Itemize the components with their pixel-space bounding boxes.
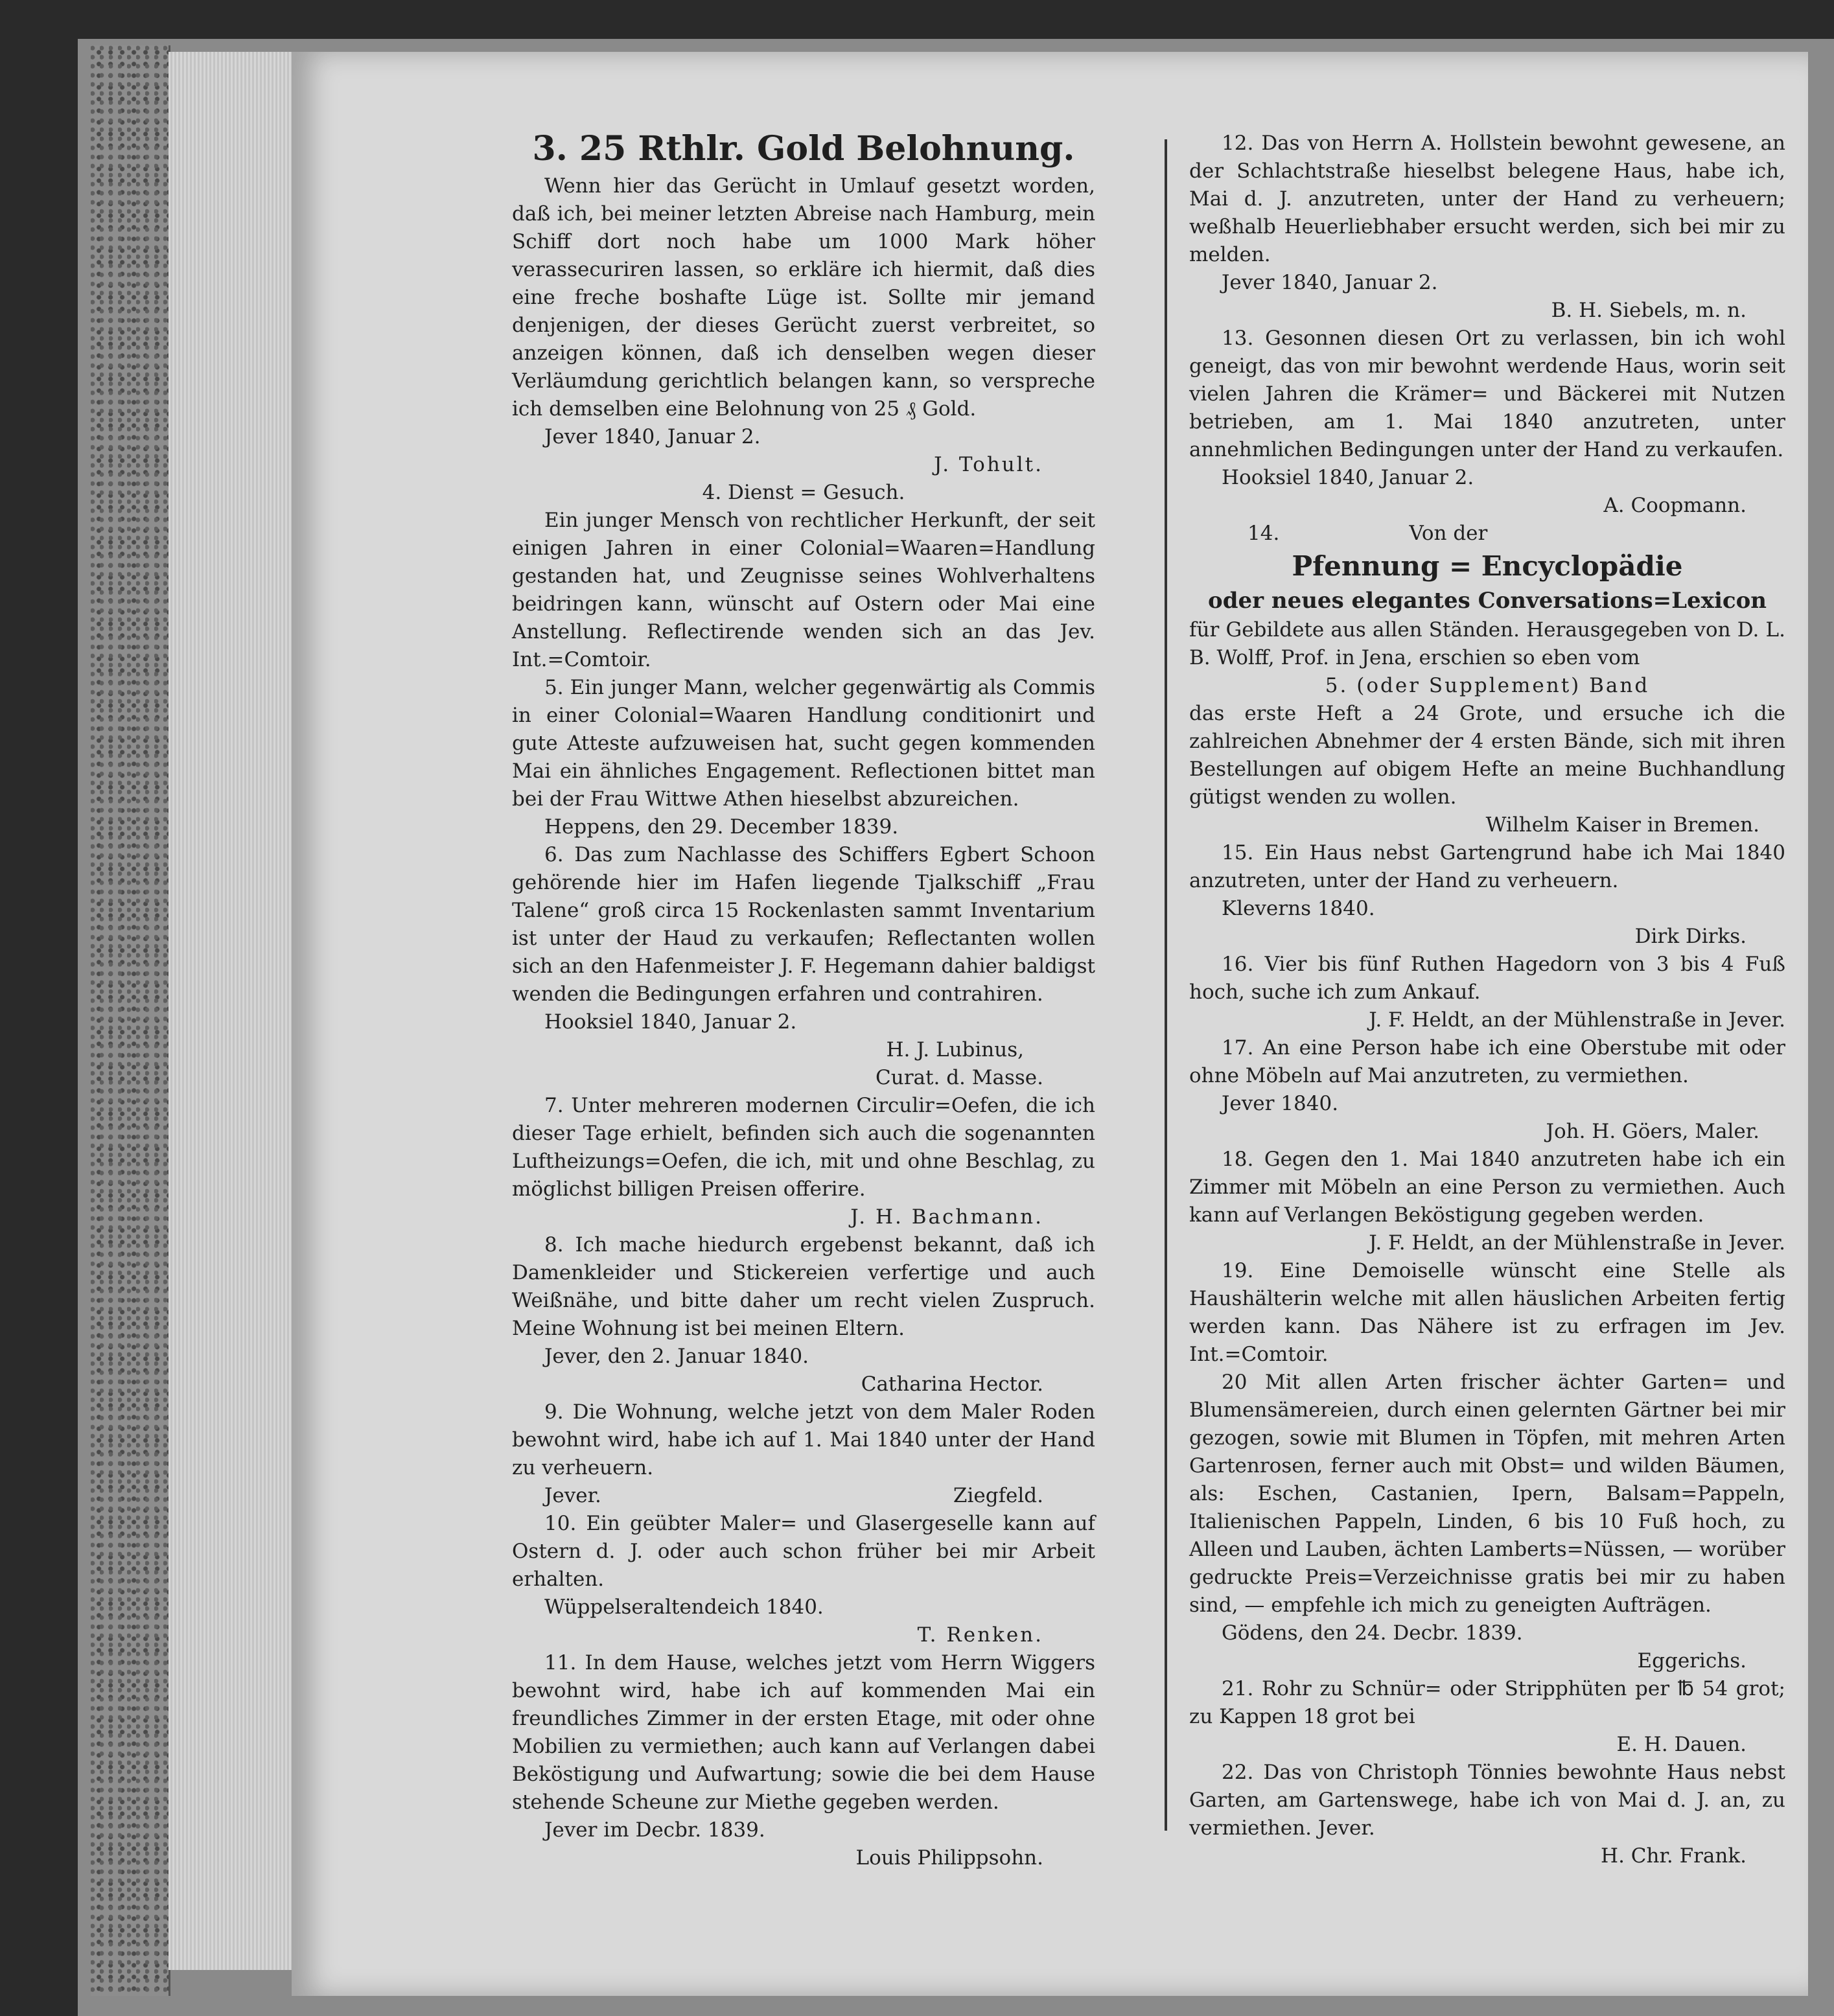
ad-10-signature: T. Renken. <box>917 1623 1043 1647</box>
ad-6-signature: H. J. Lubinus, <box>886 1038 1024 1061</box>
ad-21-signature: E. H. Dauen. <box>1616 1733 1747 1756</box>
ad-19-body: 19. Eine Demoiselle wünscht eine Stelle als Haushälterin welche mit allen häuslichen Arbeiten fertig werden kann. Das Nähere ist zu erfragen im Jev. Int.=Comtoir. <box>1189 1259 1785 1366</box>
ad-7-signature: J. H. Bachmann. <box>850 1205 1043 1229</box>
ad-13-place: Hooksiel 1840, Januar 2. <box>1222 466 1474 489</box>
ad-12-place: Jever 1840, Januar 2. <box>1222 271 1438 294</box>
page-edges <box>168 52 298 1970</box>
ad-3-signature: J. Tohult. <box>934 453 1043 476</box>
ad-9-place: Jever. <box>544 1484 601 1507</box>
ad-3-place: Jever 1840, Januar 2. <box>544 425 761 448</box>
ad-13-body: 13. Gesonnen diesen Ort zu verlassen, bin ich wohl geneigt, das von mir bewohnt werdende Haus, worin seit vielen Jahren die Krämer= und Bäckerei mit Nutzen betrieben, am 1. Mai 1840 anzutreten, unter annehmlichen Bedingungen unter der Hand zu verkaufen. <box>1189 327 1785 461</box>
ad-12-body: 12. Das von Herrn A. Hollstein bewohnt gewesene, an der Schlachtstraße hieselbst belegene Haus, habe ich, Mai d. J. anzutreten, unter der Hand zu verheuern; weßhalb Heuerliebhaber ersucht werden, sich bei mir zu melden. <box>1189 132 1785 266</box>
ad-14-von-der: Von der <box>1409 522 1488 545</box>
ad-22-signature: H. Chr. Frank. <box>1601 1844 1747 1868</box>
ad-18-signature: J. F. Heldt, an der Mühlenstraße in Jever. <box>1369 1231 1785 1255</box>
ad-14-body-1: für Gebildete aus allen Ständen. Herausgegeben von D. L. B. Wolff, Prof. in Jena, erschien so eben vom <box>1189 618 1785 669</box>
ad-15-place: Kleverns 1840. <box>1222 897 1375 920</box>
ad-14-signature: Wilhelm Kaiser in Bremen. <box>1485 813 1759 837</box>
ad-14-body-2: das erste Heft a 24 Grote, und ersuche ich die zahlreichen Abnehmer der 4 ersten Bände, sich mit ihren Bestellungen auf obigem Hefte an meine Buchhandlung gütigst wenden zu wollen. <box>1189 702 1785 809</box>
ad-13-signature: A. Coopmann. <box>1603 494 1747 517</box>
ad-17-body: 17. An eine Person habe ich eine Oberstube mit oder ohne Möbeln auf Mai anzutreten, zu vermiethen. <box>1189 1036 1785 1087</box>
book-cover-board <box>91 45 170 1996</box>
ad-15-signature: Dirk Dirks. <box>1634 925 1747 948</box>
ad-21-body: 21. Rohr zu Schnür= oder Stripphüten per ℔ 54 grot; zu Kappen 18 grot bei <box>1189 1677 1785 1728</box>
ad-17-signature: Joh. H. Göers, Maler. <box>1546 1120 1759 1143</box>
ad-6-body: 6. Das zum Nachlasse des Schiffers Egbert Schoon gehörende hier im Hafen liegende Tjalkschiff „Frau Talene“ groß circa 15 Rockenlasten sammt Inventarium ist unter der Haud zu verkaufen; Reflectanten wollen sich an den Hafenmeister J. F. Hegemann dahier baldigst wenden die Bedingungen erfahren und contrahiren. <box>512 843 1095 1006</box>
ad-16-signature: J. F. Heldt, an der Mühlenstraße in Jever. <box>1369 1008 1785 1032</box>
ad-5-place: Heppens, den 29. December 1839. <box>544 815 899 839</box>
ad-7-body: 7. Unter mehreren modernen Circulir=Oefen, die ich dieser Tage erhielt, befinden sich auch die sogenannten Luftheizungs=Oefen, die ich, mit und ohne Beschlag, zu möglichst billigen Preisen offerire. <box>512 1094 1095 1201</box>
ad-6-place: Hooksiel 1840, Januar 2. <box>544 1010 797 1034</box>
ad-10-place: Wüppelseraltendeich 1840. <box>544 1595 824 1619</box>
ad-11-place: Jever im Decbr. 1839. <box>544 1818 765 1842</box>
ad-9-signature: Ziegfeld. <box>953 1484 1043 1507</box>
ad-4-body: Ein junger Mensch von rechtlicher Herkunft, der seit einigen Jahren in einer Colonial=Waaren=Handlung gestanden hat, und Zeugnisse seines Wohlverhaltens beidringen kann, wünscht auf Ostern oder Mai eine Anstellung. Reflectirende wenden sich an das Jev. Int.=Comtoir. <box>512 509 1095 671</box>
ad-6-signature-title: Curat. d. Masse. <box>876 1066 1043 1089</box>
ad-14-volume: 5. (oder Supplement) Band <box>1325 674 1650 697</box>
ad-18-body: 18. Gegen den 1. Mai 1840 anzutreten habe ich ein Zimmer mit Möbeln an eine Person zu vermiethen. Auch kann auf Verlangen Beköstigung gegeben werden. <box>1189 1148 1785 1227</box>
ad-20-signature: Eggerichs. <box>1637 1649 1747 1673</box>
ad-10-body: 10. Ein geübter Maler= und Glasergeselle kann auf Ostern d. J. oder auch schon früher bei mir Arbeit erhalten. <box>512 1512 1095 1591</box>
left-column <box>512 130 1095 1872</box>
ad-20-body: 20 Mit allen Arten frischer ächter Garten= und Blumensämereien, durch einen gelernten Gärtner bei mir gezogen, sowie mit Blumen in Töpfen, mit mehren Arten Gartenrosen, ferner auch mit Obst= und wilden Bäumen, als: Eschen, Castanien, Ipern, Balsam=Pappeln, Italienischen Pappeln, Linden, 6 bis 10 Fuß hoch, zu Alleen und Lauben, ächten Lamberts=Nüssen, — worüber gedruckte Preis=Verzeichnisse gratis bei mir zu haben sind, — empfehle ich mich zu geneigten Aufträgen. <box>1189 1371 1785 1617</box>
ad-14-number: 14. <box>1248 522 1280 545</box>
ad-8-body: 8. Ich mache hiedurch ergebenst bekannt, daß ich Damenkleider und Stickereien verfertige und auch Weißnähe, und bitte daher um recht vielen Zuspruch. Meine Wohnung ist bei meinen Eltern. <box>512 1233 1095 1340</box>
ad-20-place: Gödens, den 24. Decbr. 1839. <box>1222 1621 1523 1645</box>
ad-17-place: Jever 1840. <box>1222 1092 1339 1115</box>
ad-3-body: Wenn hier das Gerücht in Umlauf gesetzt worden, daß ich, bei meiner letzten Abreise nach Hamburg, mein Schiff dort noch habe um 1000 Mark höher verassecuriren lassen, so erkläre ich hiermit, daß dies eine freche boshafte Lüge ist. Sollte mir jemand denjenigen, der dieses Gerücht zuerst verbreitet, so anzeigen können, daß ich denselben wegen dieser Verläumdung gerichtlich belangen kann, so verspreche ich demselben eine Belohnung von 25 ₰ Gold. <box>512 174 1095 421</box>
ad-12-signature: B. H. Siebels, m. n. <box>1551 299 1747 322</box>
ad-3-title: 3. 25 Rthlr. Gold Belohnung. <box>532 129 1075 168</box>
ad-11-signature: Louis Philippsohn. <box>855 1846 1043 1870</box>
ad-5-body: 5. Ein junger Mann, welcher gegenwärtig als Commis in einer Colonial=Waaren Handlung conditionirt und gute Atteste aufzuweisen hat, sucht gegen kommenden Mai ein ähnliches Engagement. Reflectionen bittet man bei der Frau Wittwe Athen hieselbst abzureichen. <box>512 676 1095 811</box>
ad-8-signature: Catharina Hector. <box>861 1373 1043 1396</box>
ad-8-place: Jever, den 2. Januar 1840. <box>544 1345 809 1368</box>
right-column <box>1189 130 1785 1870</box>
ad-14-title: Pfennung = Encyclopädie <box>1292 550 1683 582</box>
ad-11-body: 11. In dem Hause, welches jetzt vom Herrn Wiggers bewohnt wird, habe ich auf kommenden Mai ein freundliches Zimmer in der ersten Etage, mit oder ohne Mobilien zu vermiethen; auch kann auf Verlangen dabei Beköstigung und Aufwartung; sowie die bei dem Hause stehende Scheune zur Miethe gegeben werden. <box>512 1651 1095 1814</box>
ad-4-heading: 4. Dienst = Gesuch. <box>702 481 905 504</box>
ad-15-body: 15. Ein Haus nebst Gartengrund habe ich Mai 1840 anzutreten, unter der Hand zu verheuern. <box>1189 841 1785 892</box>
ad-16-body: 16. Vier bis fünf Ruthen Hagedorn von 3 bis 4 Fuß hoch, suche ich zum Ankauf. <box>1189 953 1785 1004</box>
ad-22-body: 22. Das von Christoph Tönnies bewohnte Haus nebst Garten, am Gartenswege, habe ich von Mai d. J. an, zu vermiethen. Jever. <box>1189 1761 1785 1840</box>
ad-14-subtitle: oder neues elegantes Conversations=Lexicon <box>1208 588 1767 614</box>
column-divider <box>1165 139 1167 1831</box>
ad-9-body: 9. Die Wohnung, welche jetzt von dem Maler Roden bewohnt wird, habe ich auf 1. Mai 1840 unter der Hand zu verheuern. <box>512 1400 1095 1479</box>
